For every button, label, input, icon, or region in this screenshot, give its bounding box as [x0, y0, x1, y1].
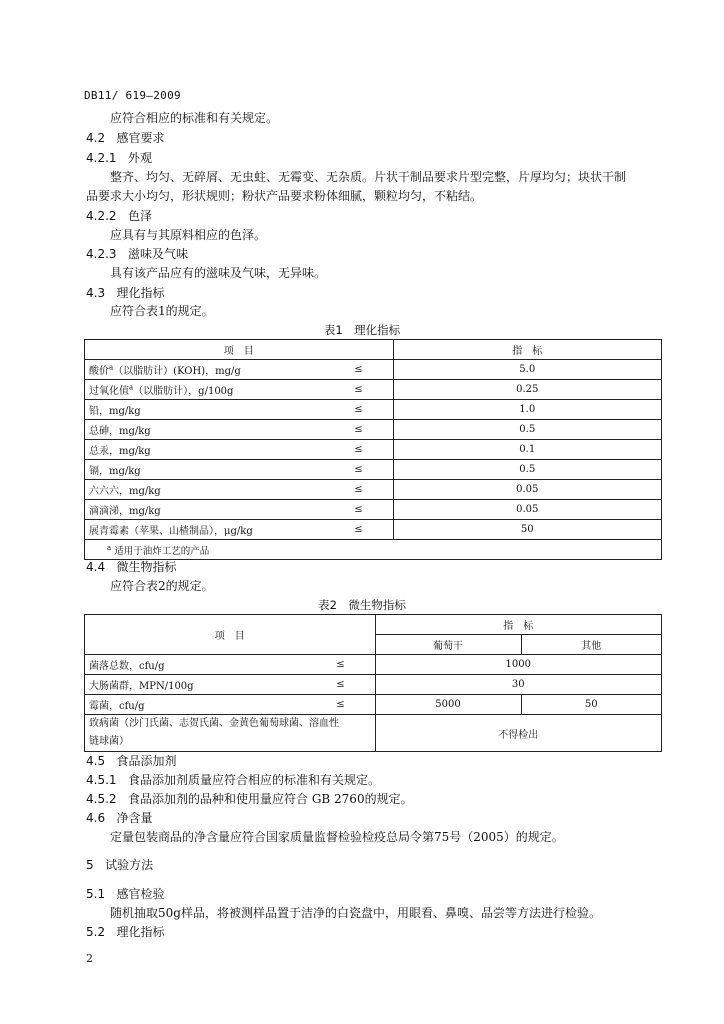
header-value: 指 标 — [375, 615, 662, 635]
row-le: ≤ — [325, 440, 394, 460]
row-value: 0.05 — [393, 500, 662, 520]
row-item: 致病菌（沙门氏菌、志贺氏菌、金黄色葡萄球菌、溶血性 链球菌） — [85, 715, 376, 752]
header-value: 指 标 — [393, 340, 662, 360]
table-row — [85, 380, 662, 400]
row-item: 菌落总数，cfu/g — [85, 655, 307, 675]
section-4-5-1: 4.5.1 食品添加剂质量应符合相应的标准和有关规定。 — [86, 773, 381, 787]
table-header-row — [85, 615, 662, 635]
row-le: ≤ — [325, 500, 394, 520]
table-row — [85, 695, 662, 715]
row-item: 展青霉素（苹果、山楂制品），μg/kg — [85, 520, 325, 540]
row-item: 总砷，mg/kg — [85, 420, 325, 440]
table-footnote: $^a$ 适用于油炸工艺的产品 — [85, 540, 662, 560]
standard-number: DB11/ 619—2009 — [84, 89, 181, 102]
paragraph-line: 定量包装商品的净含量应符合国家质量监督检验检疫总局令第75号（2005）的规定。 — [110, 830, 564, 844]
table-row — [85, 520, 662, 540]
paragraph-line: 品要求大小均匀，形状规则；粉状产品要求粉体细腻，颗粒均匀，不粘结。 — [86, 189, 483, 203]
subheader-other: 其他 — [521, 635, 662, 655]
row-value: 50 — [393, 520, 662, 540]
row-value: 1.0 — [393, 400, 662, 420]
section-heading-5: 5 试验方法 — [86, 858, 154, 872]
table-row — [85, 360, 662, 380]
table-row — [85, 460, 662, 480]
row-item: 镉，mg/kg — [85, 460, 325, 480]
table-row — [85, 400, 662, 420]
table-row — [85, 715, 662, 752]
header-item: 项 目 — [85, 340, 394, 360]
section-heading-4-2: 4.2 感官要求 — [86, 131, 165, 145]
table2-caption: 表2 微生物指标 — [318, 598, 406, 612]
row-item: 过氧化值$^a$（以脂肪计），g/100g — [85, 380, 325, 400]
row-item: 铅，mg/kg — [85, 400, 325, 420]
row-le: ≤ — [325, 480, 394, 500]
row-item: 滴滴涕，mg/kg — [85, 500, 325, 520]
section-heading-4-4: 4.4 微生物指标 — [86, 560, 177, 574]
table-row — [85, 655, 662, 675]
table-row — [85, 500, 662, 520]
row-item: 霉菌，cfu/g — [85, 695, 307, 715]
header-item: 项 目 — [85, 615, 376, 655]
section-heading-4-2-2: 4.2.2 色泽 — [86, 209, 153, 223]
row-le: ≤ — [325, 420, 394, 440]
table-row — [85, 440, 662, 460]
row-value-other: 50 — [521, 695, 662, 715]
row-value: 0.25 — [393, 380, 662, 400]
table-header-row — [85, 340, 662, 360]
row-item: 酸价$^a$（以脂肪计）(KOH)，mg/g — [85, 360, 325, 380]
row-value: 1000 — [375, 655, 662, 675]
row-le: ≤ — [325, 380, 394, 400]
row-le: ≤ — [307, 655, 376, 675]
paragraph-line: 随机抽取50g样品，将被测样品置于洁净的白瓷盘中，用眼看、鼻嗅、品尝等方法进行检验。 — [110, 906, 601, 920]
table-footnote-row — [85, 540, 662, 560]
table2-microbial — [84, 614, 662, 752]
row-value: 30 — [375, 675, 662, 695]
row-le: ≤ — [325, 520, 394, 540]
row-item: 六六六，mg/kg — [85, 480, 325, 500]
paragraph-line: 应符合相应的标准和有关规定。 — [110, 111, 279, 125]
section-heading-4-6: 4.6 净含量 — [86, 811, 153, 825]
row-le: ≤ — [325, 360, 394, 380]
section-heading-4-3: 4.3 理化指标 — [86, 286, 165, 300]
table-row — [85, 675, 662, 695]
row-value: 0.1 — [393, 440, 662, 460]
row-le: ≤ — [307, 675, 376, 695]
section-heading-4-5: 4.5 食品添加剂 — [86, 754, 177, 768]
page-number: 2 — [86, 952, 93, 965]
row-value: 0.05 — [393, 480, 662, 500]
section-heading-5-2: 5.2 理化指标 — [86, 925, 165, 939]
section-heading-5-1: 5.1 感官检验 — [86, 887, 165, 901]
row-le: ≤ — [325, 460, 394, 480]
row-le: ≤ — [325, 400, 394, 420]
row-value-grape: 5000 — [375, 695, 521, 715]
table-row — [85, 420, 662, 440]
row-value: 5.0 — [393, 360, 662, 380]
section-heading-4-2-1: 4.2.1 外观 — [86, 151, 153, 165]
row-value: 0.5 — [393, 460, 662, 480]
row-item: 大肠菌群，MPN/100g — [85, 675, 307, 695]
row-value: 0.5 — [393, 420, 662, 440]
table1-physicochemical — [84, 339, 662, 560]
paragraph-line: 整齐、均匀、无碎屑、无虫蛀、无霉变、无杂质。片状干制品要求片型完整，片厚均匀；块状干制 — [110, 170, 627, 184]
row-le: ≤ — [307, 695, 376, 715]
row-item: 总汞，mg/kg — [85, 440, 325, 460]
table1-caption: 表1 理化指标 — [323, 323, 401, 337]
row-value: 不得检出 — [375, 715, 662, 752]
paragraph-line: 应具有与其原料相应的色泽。 — [110, 228, 267, 242]
section-heading-4-2-3: 4.2.3 滋味及气味 — [86, 247, 189, 261]
paragraph-line: 应符合表1的规定。 — [110, 304, 214, 318]
paragraph-line: 具有该产品应有的滋味及气味，无异味。 — [110, 266, 327, 280]
subheader-grape: 葡萄干 — [375, 635, 521, 655]
table-row — [85, 480, 662, 500]
paragraph-line: 应符合表2的规定。 — [110, 579, 214, 593]
section-4-5-2: 4.5.2 食品添加剂的品种和使用量应符合 GB 2760的规定。 — [86, 792, 413, 806]
